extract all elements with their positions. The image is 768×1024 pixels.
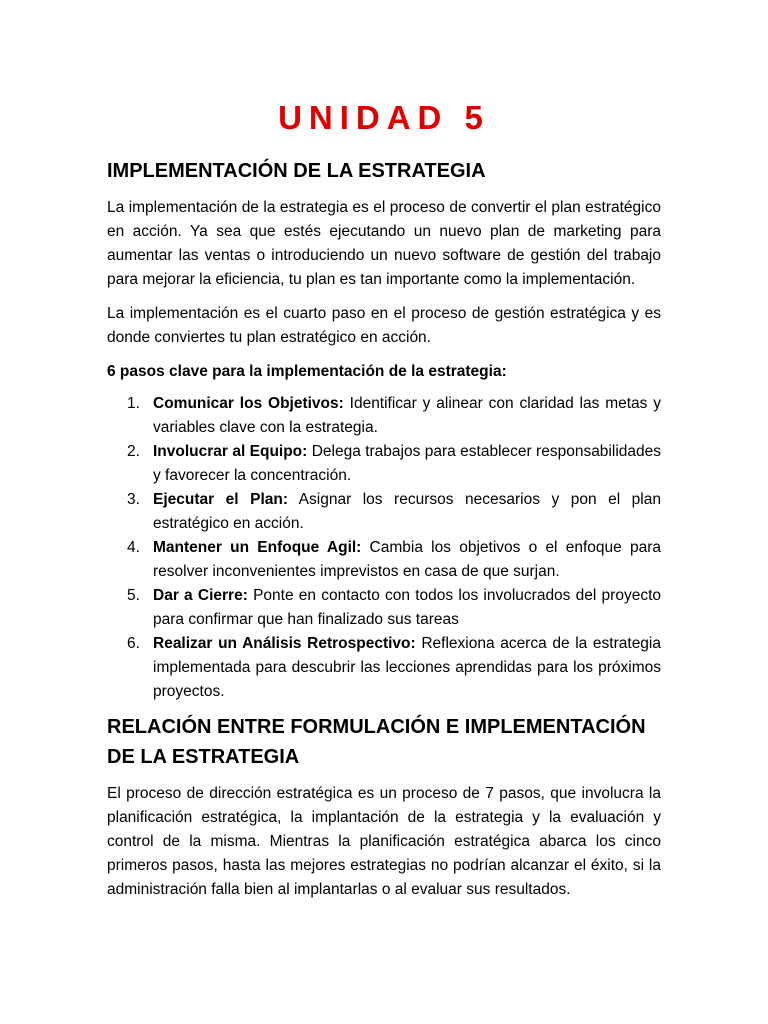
paragraph-fourth-step: La implementación es el cuarto paso en el proceso de gestión estratégica y es donde conviertes tu plan estratégico en acción. xyxy=(107,305,661,346)
list-item-text xyxy=(153,584,661,632)
list-item-term: Comunicar los Objetivos: xyxy=(153,395,344,412)
list-item xyxy=(107,392,661,440)
list-item-term: Mantener un Enfoque Agil: xyxy=(153,539,362,556)
list-item-description: Reflexiona acerca de la estrategia implementada para descubrir las lecciones aprendidas para los próximos proyectos. xyxy=(153,635,661,700)
list-item xyxy=(107,488,661,536)
list-item-number: 1. xyxy=(127,395,140,412)
list-item-term: Involucrar al Equipo: xyxy=(153,443,308,460)
list-item-text xyxy=(153,632,661,704)
list-item-text xyxy=(153,536,661,584)
list-item xyxy=(107,440,661,488)
list-item-description: Cambia los objetivos o el enfoque para resolver inconvenientes imprevistos en casa de que surjan. xyxy=(153,539,661,580)
list-item-description: Delega trabajos para establecer responsabilidades y favorecer la concentración. xyxy=(153,443,661,484)
list-item-term: Ejecutar el Plan: xyxy=(153,491,289,508)
list-item-text xyxy=(153,440,661,488)
list-item-number: 5. xyxy=(127,587,140,604)
list-item-description: Identificar y alinear con claridad las metas y variables clave con la estrategia. xyxy=(153,395,661,436)
list-item-term: Dar a Cierre: xyxy=(153,587,248,604)
steps-list-title: 6 pasos clave para la implementación de la estrategia: xyxy=(107,363,507,380)
section-heading-relation: RELACIÓN ENTRE FORMULACIÓN E IMPLEMENTACIÓN DE LA ESTRATEGIA xyxy=(107,716,646,768)
paragraph-definition: La implementación de la estrategia es el proceso de convertir el plan estratégico en acción. Ya sea que estés ejecutando un nuevo plan de marketing para aumentar las ventas o introduciendo un nuevo software de gestión del trabajo para mejorar la eficiencia, tu plan es tan importante como la implementación. xyxy=(107,199,661,288)
list-item-term: Realizar un Análisis Retrospectivo: xyxy=(153,635,416,652)
list-item-text xyxy=(153,392,661,440)
list-item-number: 4. xyxy=(127,539,140,556)
steps-list xyxy=(107,392,661,704)
list-item-number: 2. xyxy=(127,443,140,460)
list-item xyxy=(107,584,661,632)
list-item xyxy=(107,632,661,704)
list-item-number: 3. xyxy=(127,491,140,508)
list-item-number: 6. xyxy=(127,635,140,652)
list-item xyxy=(107,536,661,584)
list-item-description: Asignar los recursos necesarios y pon el plan estratégico en acción. xyxy=(153,491,661,532)
list-item-description: Ponte en contacto con todos los involucrados del proyecto para confirmar que han finalizado sus tareas xyxy=(153,587,661,628)
paragraph-strategic-process: El proceso de dirección estratégica es un proceso de 7 pasos, que involucra la planificación estratégica, la implantación de la estrategia y la evaluación y control de la misma. Mientras la planificación estratégica abarca los cinco primeros pasos, hasta las mejores estrategias no podrían alcanzar el éxito, si la administración falla bien al implantarlas o al evaluar sus resultados. xyxy=(107,785,661,898)
list-item-text xyxy=(153,488,661,536)
section-heading-implementation: IMPLEMENTACIÓN DE LA ESTRATEGIA xyxy=(107,160,486,182)
unit-title: UNIDAD 5 xyxy=(278,99,490,136)
